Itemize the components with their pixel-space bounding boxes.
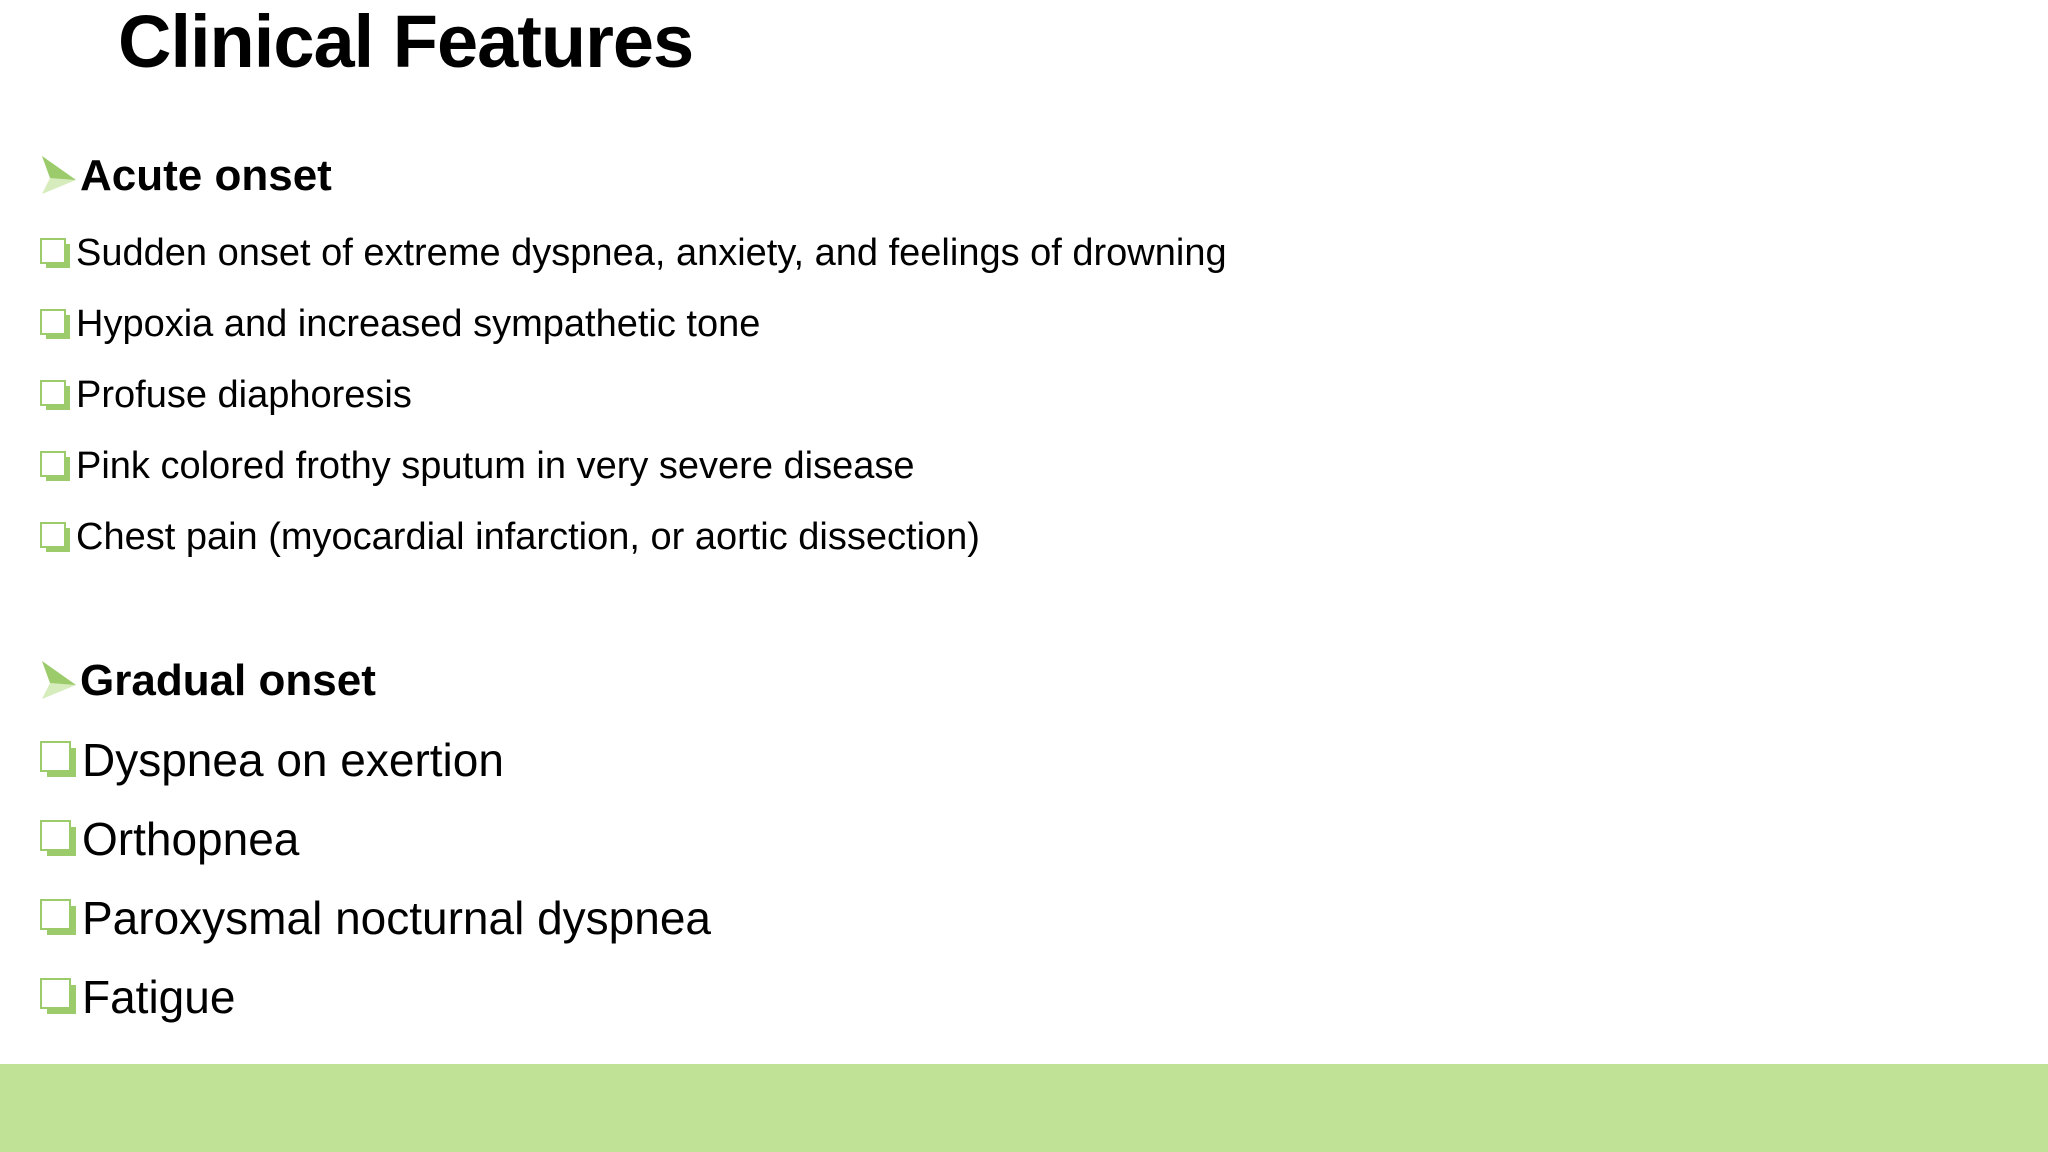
list-item-text: Orthopnea <box>82 812 300 865</box>
list-item <box>40 431 1227 502</box>
checkbox-bullet-icon <box>40 899 78 937</box>
list-item <box>40 720 711 799</box>
list-item-text: Sudden onset of extreme dyspnea, anxiety, and feelings of drowning <box>76 232 1227 274</box>
list-item-text: Paroxysmal nocturnal dyspnea <box>82 891 711 944</box>
checkbox-bullet-icon <box>40 741 78 779</box>
checkbox-bullet-icon <box>40 978 78 1016</box>
checkbox-bullet-icon <box>40 309 72 341</box>
list-item <box>40 360 1227 431</box>
section-heading-acute-onset <box>40 150 332 202</box>
list-item <box>40 799 711 878</box>
list-item-text: Fatigue <box>82 970 236 1023</box>
list-item-text: Profuse diaphoresis <box>76 374 412 416</box>
section-heading-label: Gradual onset <box>80 656 376 705</box>
list-item <box>40 289 1227 360</box>
list-item <box>40 957 711 1036</box>
list-item <box>40 502 1227 573</box>
list-item <box>40 878 711 957</box>
list-item-text: Hypoxia and increased sympathetic tone <box>76 303 761 345</box>
list-item <box>40 218 1227 289</box>
slide-title: Clinical Features <box>118 0 694 83</box>
checkbox-bullet-icon <box>40 380 72 412</box>
list-item-text: Dyspnea on exertion <box>82 733 504 786</box>
acute-onset-list <box>40 218 1227 573</box>
checkbox-bullet-icon <box>40 820 78 858</box>
arrow-bullet-icon <box>40 154 78 198</box>
section-heading-gradual-onset <box>40 655 376 707</box>
gradual-onset-list <box>40 720 711 1036</box>
checkbox-bullet-icon <box>40 522 72 554</box>
footer-accent-band <box>0 1064 2048 1152</box>
checkbox-bullet-icon <box>40 451 72 483</box>
list-item-text: Chest pain (myocardial infarction, or aortic dissection) <box>76 516 980 558</box>
arrow-bullet-icon <box>40 659 78 703</box>
checkbox-bullet-icon <box>40 238 72 270</box>
list-item-text: Pink colored frothy sputum in very severe disease <box>76 445 915 487</box>
section-heading-label: Acute onset <box>80 151 332 200</box>
